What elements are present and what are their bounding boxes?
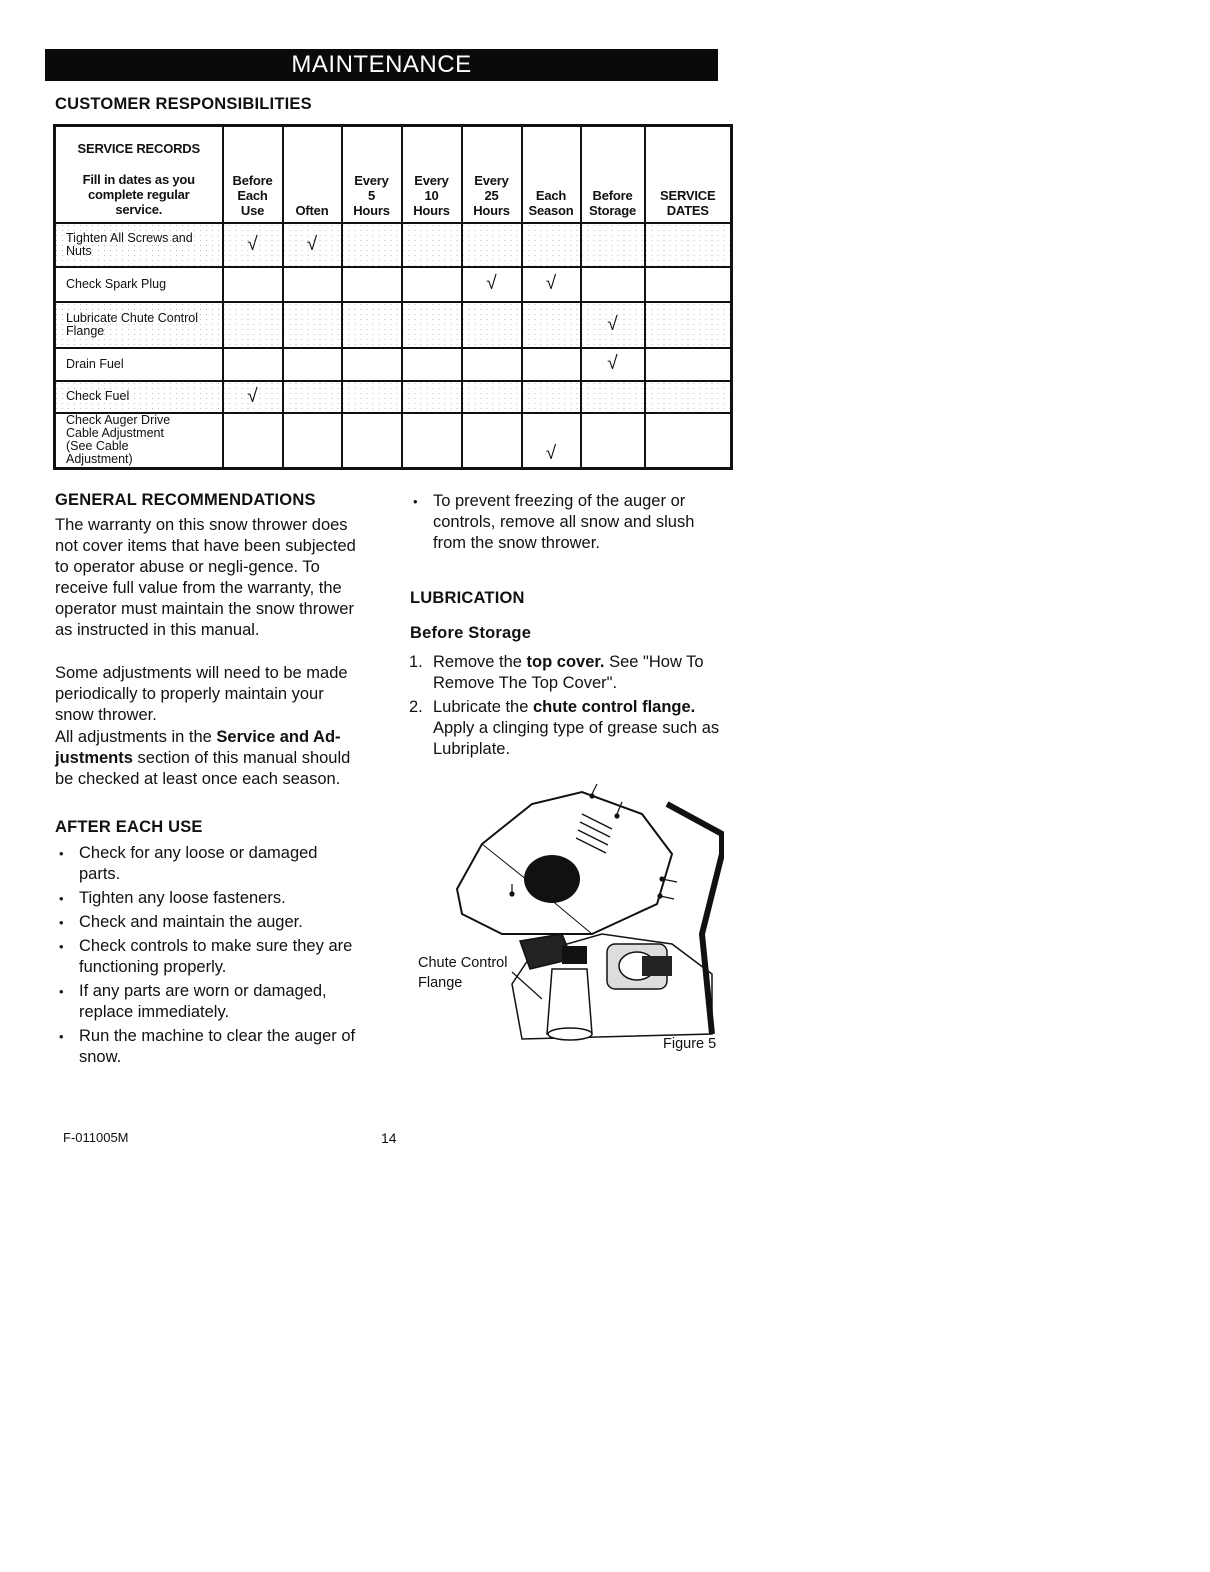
column-header-each-season: Each Season: [522, 126, 581, 223]
lubrication-steps: [409, 652, 729, 763]
task-cell: Check Auger Drive Cable Adjustment (See Cable Adjustment): [55, 413, 223, 469]
check-mark: √: [522, 267, 581, 302]
table-row: [55, 267, 732, 302]
empty-cell: [522, 223, 581, 267]
service-adjustments-paragraph: All adjustments in the Service and Ad-justments section of this manual should be checked at least once each season.: [55, 728, 351, 788]
after-each-use-heading: AFTER EACH USE: [55, 818, 203, 836]
empty-cell: [223, 267, 283, 302]
empty-cell: [462, 223, 522, 267]
table-row: [55, 381, 732, 413]
empty-cell: [402, 223, 462, 267]
check-mark: √: [283, 223, 342, 267]
empty-cell: [581, 381, 645, 413]
service-date-cell: [645, 381, 732, 413]
empty-cell: [402, 413, 462, 469]
general-recommendations-heading: GENERAL RECOMMENDATIONS: [55, 491, 316, 509]
empty-cell: [283, 302, 342, 348]
empty-cell: [462, 302, 522, 348]
column-header-every-25-hours: Every 25 Hours: [462, 126, 522, 223]
empty-cell: [402, 302, 462, 348]
document-code: F-011005M: [63, 1130, 129, 1145]
empty-cell: [462, 381, 522, 413]
column-header-often: Often: [283, 126, 342, 223]
task-cell: Check Fuel: [55, 381, 223, 413]
task-cell: Check Spark Plug: [55, 267, 223, 302]
empty-cell: [223, 413, 283, 469]
page-number: 14: [381, 1130, 397, 1146]
empty-cell: [462, 348, 522, 381]
empty-cell: [581, 223, 645, 267]
empty-cell: [342, 381, 402, 413]
table-row: [55, 348, 732, 381]
service-records-header: [55, 126, 223, 223]
list-item: • Check for any loose or damaged parts.: [55, 843, 360, 885]
service-date-cell: [645, 348, 732, 381]
section-banner: MAINTENANCE: [45, 49, 718, 81]
list-item: 2. Lubricate the chute control flange. Apply a clinging type of grease such as Lubriplate.: [409, 698, 720, 758]
chute-control-flange-label: Chute Control Flange: [418, 955, 508, 991]
task-cell: Tighten All Screws and Nuts: [55, 223, 223, 267]
figure-caption: Figure 5: [663, 1036, 717, 1052]
table-row: [55, 302, 732, 348]
empty-cell: [283, 267, 342, 302]
empty-cell: [402, 381, 462, 413]
table-row: [55, 413, 732, 469]
list-item: • Run the machine to clear the auger of snow.: [55, 1026, 360, 1068]
service-date-cell: [645, 302, 732, 348]
empty-cell: [342, 348, 402, 381]
empty-cell: [522, 302, 581, 348]
service-date-cell: [645, 223, 732, 267]
before-storage-heading: Before Storage: [410, 624, 532, 642]
after-each-use-list: [55, 843, 360, 1071]
column-header-every-10-hours: Every 10 Hours: [402, 126, 462, 223]
empty-cell: [223, 302, 283, 348]
list-item: • If any parts are worn or damaged, replace immediately.: [55, 981, 360, 1023]
empty-cell: [283, 381, 342, 413]
lubrication-heading: LUBRICATION: [410, 589, 525, 607]
check-mark: √: [581, 302, 645, 348]
column-header-service-dates: SERVICE DATES: [645, 126, 732, 223]
list-item: 1. Remove the top cover. See "How To Remove The Top Cover".: [409, 653, 704, 692]
empty-cell: [342, 302, 402, 348]
empty-cell: [402, 348, 462, 381]
empty-cell: [522, 348, 581, 381]
empty-cell: [581, 413, 645, 469]
empty-cell: [283, 413, 342, 469]
list-item: • Check controls to make sure they are functioning properly.: [55, 936, 360, 978]
check-mark: √: [581, 348, 645, 381]
empty-cell: [462, 413, 522, 469]
empty-cell: [342, 413, 402, 469]
service-records-instructions: Fill in dates as you complete regular service.: [82, 172, 195, 217]
empty-cell: [223, 348, 283, 381]
service-date-cell: [645, 267, 732, 302]
empty-cell: [283, 348, 342, 381]
empty-cell: [581, 267, 645, 302]
table-header-row: [55, 126, 732, 223]
column-header-before-each-use: Before Each Use: [223, 126, 283, 223]
check-mark: √: [462, 267, 522, 302]
service-records-label: SERVICE RECORDS: [77, 141, 200, 156]
column-header-every-5-hours: Every 5 Hours: [342, 126, 402, 223]
warranty-paragraph: The warranty on this snow thrower does not cover items that have been subjected to operator abuse or negli-gence. To receive full value from the warranty, the operator must maintain the snow thrower as instructed in this manual.: [55, 516, 356, 639]
adjustments-paragraph: Some adjustments will need to be made periodically to properly maintain your snow thrower.: [55, 664, 348, 724]
check-mark: √: [223, 381, 283, 413]
snow-thrower-illustration: [412, 784, 724, 1054]
column-header-before-storage: Before Storage: [581, 126, 645, 223]
empty-cell: [522, 381, 581, 413]
list-item: • Check and maintain the auger.: [55, 912, 360, 933]
list-item: • To prevent freezing of the auger or controls, remove all snow and slush from the snow thrower.: [409, 491, 729, 554]
empty-cell: [402, 267, 462, 302]
table-row: [55, 223, 732, 267]
customer-responsibilities-heading: CUSTOMER RESPONSIBILITIES: [55, 95, 312, 113]
task-cell: Lubricate Chute Control Flange: [55, 302, 223, 348]
empty-cell: [342, 223, 402, 267]
check-mark: √: [223, 223, 283, 267]
list-item: • Tighten any loose fasteners.: [55, 888, 360, 909]
task-cell: Drain Fuel: [55, 348, 223, 381]
empty-cell: [342, 267, 402, 302]
service-date-cell: [645, 413, 732, 469]
freezing-bullet-list: [409, 491, 729, 557]
service-records-table: [53, 124, 733, 470]
check-mark: √: [522, 413, 581, 469]
